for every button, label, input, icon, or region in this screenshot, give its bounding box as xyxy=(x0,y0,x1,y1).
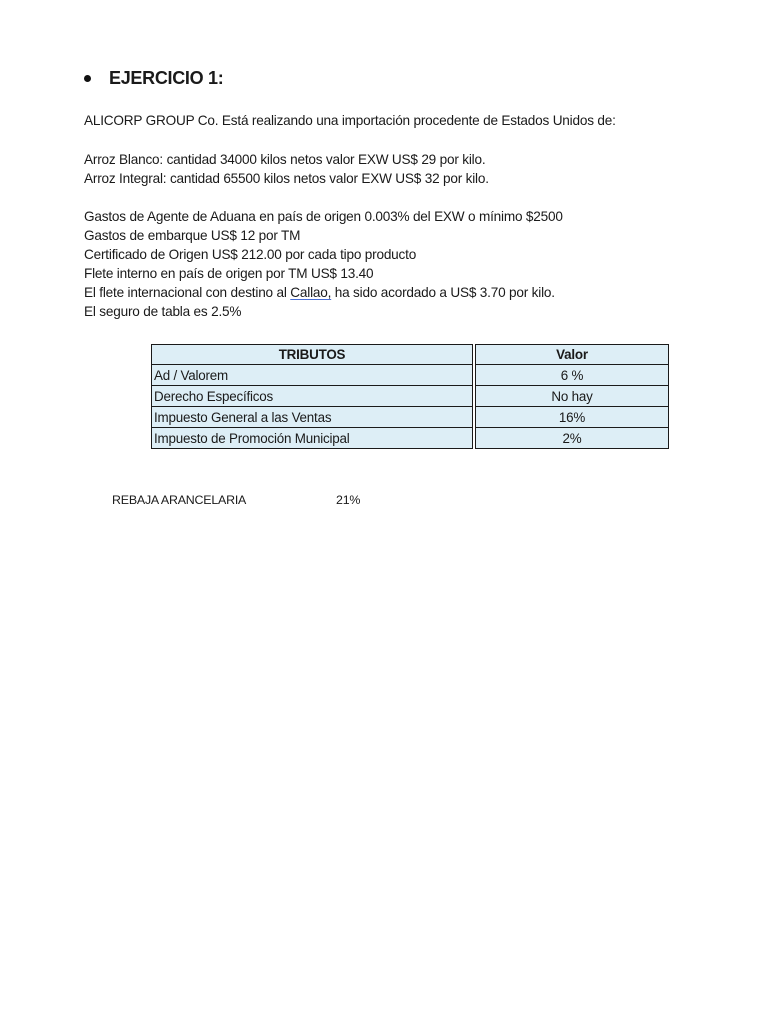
rebaja-label: REBAJA ARANCELARIA xyxy=(112,493,247,507)
tributos-table xyxy=(149,344,671,449)
cost-line-embarque xyxy=(84,226,563,245)
table-row xyxy=(151,428,669,449)
rebaja-value: 21% xyxy=(336,493,361,507)
cost-line-flete-interno: Flete interno en país de origen por TM US$ 13.40 xyxy=(84,266,374,281)
product-line-blanco: Arroz Blanco: cantidad 34000 kilos netos valor EXW US$ 29 por kilo. xyxy=(84,152,486,167)
tributo-name: Impuesto de Promoción Municipal xyxy=(151,428,473,449)
embarque-unit: TM xyxy=(281,228,301,243)
product-line-integral: Arroz Integral: cantidad 65500 kilos netos valor EXW US$ 32 por kilo. xyxy=(84,171,489,186)
embarque-text: Gastos de embarque US$ 12 por xyxy=(84,228,282,243)
tributo-name: Ad / Valorem xyxy=(151,365,473,386)
tributo-name: Impuesto General a las Ventas xyxy=(151,407,473,428)
cost-line-seguro: El seguro de tabla es 2.5% xyxy=(84,304,242,319)
exercise-heading xyxy=(84,68,223,89)
bullet-icon xyxy=(84,75,91,82)
tributo-value: No hay xyxy=(475,386,669,407)
header-valor: Valor xyxy=(475,344,669,365)
costs-block xyxy=(84,207,563,321)
callao-link[interactable]: Callao, xyxy=(290,285,332,300)
table-header-row xyxy=(151,344,669,365)
tributo-value: 6 % xyxy=(475,365,669,386)
tributo-value: 2% xyxy=(475,428,669,449)
cost-line-agente: Gastos de Agente de Aduana en país de origen 0.003% del EXW o mínimo $2500 xyxy=(84,209,563,224)
flete-int-suffix: ha sido acordado a US$ 3.70 por kilo. xyxy=(331,285,555,300)
intro-paragraph: ALICORP GROUP Co. Está realizando una importación procedente de Estados Unidos de: xyxy=(84,113,616,128)
cost-line-flete-internacional xyxy=(84,283,563,302)
table-row xyxy=(151,365,669,386)
tributo-name: Derecho Específicos xyxy=(151,386,473,407)
flete-int-prefix: El flete internacional con destino al xyxy=(84,285,291,300)
cost-line-certificado: Certificado de Origen US$ 212.00 por cada tipo producto xyxy=(84,247,417,262)
table-row xyxy=(151,407,669,428)
heading-text: EJERCICIO 1: xyxy=(109,68,224,88)
table-row xyxy=(151,386,669,407)
header-tributos: TRIBUTOS xyxy=(151,344,473,365)
products-block xyxy=(84,150,489,188)
tributo-value: 16% xyxy=(475,407,669,428)
